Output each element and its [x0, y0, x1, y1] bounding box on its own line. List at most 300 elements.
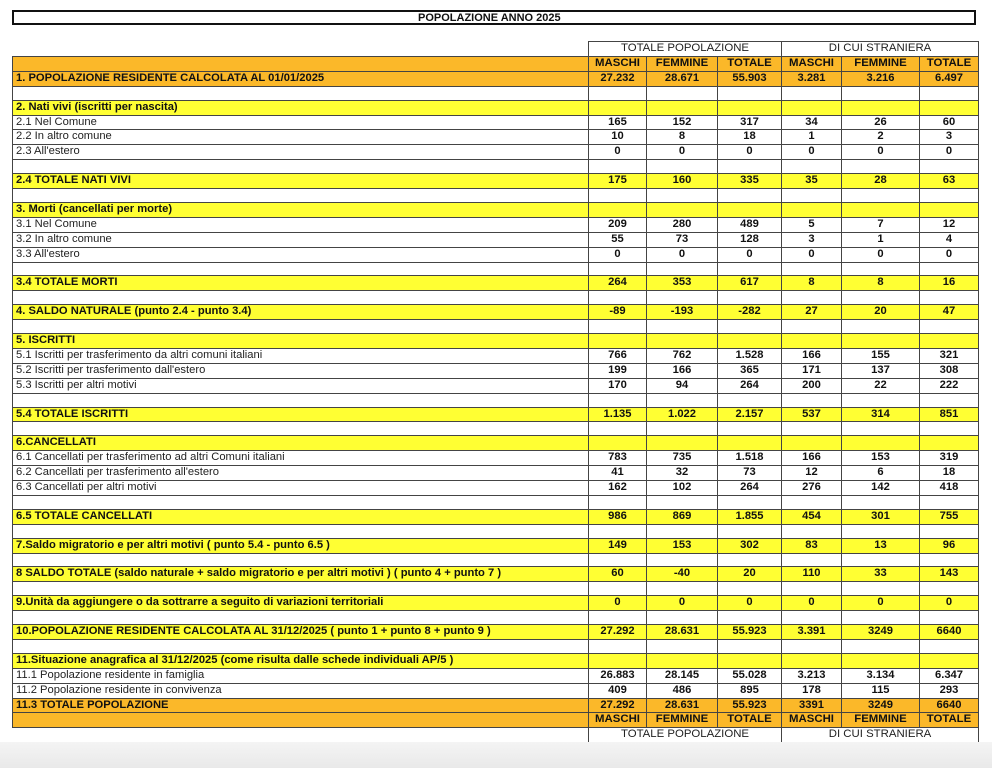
cell-maschi-stranieri: 166: [782, 348, 842, 363]
cell-totale: [718, 86, 782, 100]
cell-maschi: 783: [589, 451, 647, 466]
cell-maschi-stranieri: [782, 582, 842, 596]
cell-maschi-stranieri: 8: [782, 276, 842, 291]
cell-totale-stranieri: 851: [920, 407, 979, 422]
cell-maschi: 55: [589, 232, 647, 247]
cell-maschi-stranieri: [782, 189, 842, 203]
cell-totale-stranieri: 12: [920, 217, 979, 232]
cell-femmine-straniere: 22: [842, 378, 920, 393]
cell-maschi: [589, 160, 647, 174]
cell-totale-stranieri: 293: [920, 683, 979, 698]
cell-totale-stranieri: 6.347: [920, 668, 979, 683]
cell-femmine-straniere: 0: [842, 145, 920, 160]
cell-maschi: -89: [589, 305, 647, 320]
row-label: [13, 553, 589, 567]
col-header-totale: TOTALE: [718, 56, 782, 71]
cell-femmine-straniere: 0: [842, 596, 920, 611]
cell-totale-stranieri: [920, 582, 979, 596]
col-header-totale-stranieri: TOTALE: [920, 56, 979, 71]
table-row: [13, 276, 979, 291]
row-label: 6.5 TOTALE CANCELLATI: [13, 509, 589, 524]
cell-femmine-straniere: 3.216: [842, 71, 920, 86]
row-label: 3.4 TOTALE MORTI: [13, 276, 589, 291]
cell-totale: [718, 291, 782, 305]
population-table: [12, 41, 979, 743]
cell-maschi-stranieri: 166: [782, 451, 842, 466]
row-label: 8 SALDO TOTALE (saldo naturale + saldo migratorio e per altri motivi ) ( punto 4 + punto 7 ): [13, 567, 589, 582]
cell-maschi-stranieri: [782, 160, 842, 174]
cell-maschi-stranieri: 27: [782, 305, 842, 320]
cell-totale-stranieri: [920, 393, 979, 407]
cell-maschi: [589, 202, 647, 217]
cell-maschi: [589, 189, 647, 203]
cell-femmine-straniere: [842, 495, 920, 509]
row-label: 2. Nati vivi (iscritti per nascita): [13, 100, 589, 115]
cell-totale: 264: [718, 481, 782, 496]
cell-femmine-straniere: 142: [842, 481, 920, 496]
cell-maschi-stranieri: [782, 436, 842, 451]
cell-maschi-stranieri: 110: [782, 567, 842, 582]
cell-femmine-straniere: 301: [842, 509, 920, 524]
cell-totale: 1.528: [718, 348, 782, 363]
cell-maschi: [589, 291, 647, 305]
cell-totale-stranieri: [920, 639, 979, 653]
cell-femmine: [647, 611, 718, 625]
cell-totale: [718, 189, 782, 203]
cell-totale-stranieri: 60: [920, 115, 979, 130]
cell-maschi-stranieri: 537: [782, 407, 842, 422]
table-row: [13, 698, 979, 713]
cell-femmine-straniere: [842, 582, 920, 596]
spacer-row: [13, 611, 979, 625]
row-label: [13, 320, 589, 334]
table-row: [13, 451, 979, 466]
cell-totale: [718, 262, 782, 276]
cell-femmine-straniere: 33: [842, 567, 920, 582]
cell-maschi: 1.135: [589, 407, 647, 422]
cell-femmine-straniere: [842, 393, 920, 407]
cell-totale: [718, 524, 782, 538]
cell-maschi-stranieri: [782, 653, 842, 668]
cell-femmine-straniere: 3249: [842, 698, 920, 713]
cell-femmine: [647, 160, 718, 174]
cell-totale: 617: [718, 276, 782, 291]
row-label: 5.4 TOTALE ISCRITTI: [13, 407, 589, 422]
row-label: [13, 611, 589, 625]
footer-columns-row: [13, 713, 979, 728]
row-label: 3.1 Nel Comune: [13, 217, 589, 232]
footer-col-maschi-stranieri: MASCHI: [782, 713, 842, 728]
cell-totale-stranieri: [920, 553, 979, 567]
col-header-femmine: FEMMINE: [647, 56, 718, 71]
row-label: [13, 524, 589, 538]
table-row: [13, 509, 979, 524]
cell-maschi: 209: [589, 217, 647, 232]
table-row: [13, 407, 979, 422]
cell-maschi: [589, 422, 647, 436]
cell-totale: [718, 653, 782, 668]
cell-totale: 489: [718, 217, 782, 232]
row-label: [13, 262, 589, 276]
cell-totale: 0: [718, 596, 782, 611]
cell-totale: [718, 611, 782, 625]
table-row: [13, 683, 979, 698]
cell-totale: 317: [718, 115, 782, 130]
cell-totale-stranieri: [920, 524, 979, 538]
cell-femmine: 762: [647, 348, 718, 363]
footer-col-maschi: MASCHI: [589, 713, 647, 728]
cell-maschi-stranieri: 276: [782, 481, 842, 496]
table-row: [13, 668, 979, 683]
cell-femmine: 94: [647, 378, 718, 393]
cell-totale: [718, 639, 782, 653]
spacer-row: [13, 291, 979, 305]
cell-femmine: [647, 393, 718, 407]
cell-maschi: [589, 100, 647, 115]
row-label: 3.2 In altro comune: [13, 232, 589, 247]
table-row: [13, 348, 979, 363]
cell-femmine: [647, 334, 718, 349]
row-label: 6.CANCELLATI: [13, 436, 589, 451]
row-label: 5.1 Iscritti per trasferimento da altri comuni italiani: [13, 348, 589, 363]
cell-totale-stranieri: 6640: [920, 625, 979, 640]
cell-totale: [718, 495, 782, 509]
cell-femmine-straniere: [842, 202, 920, 217]
cell-totale: [718, 422, 782, 436]
cell-totale: [718, 160, 782, 174]
cell-femmine-straniere: 2: [842, 130, 920, 145]
cell-totale-stranieri: [920, 160, 979, 174]
table-body: [13, 71, 979, 713]
cell-maschi-stranieri: 200: [782, 378, 842, 393]
cell-totale: [718, 436, 782, 451]
cell-totale-stranieri: [920, 262, 979, 276]
cell-maschi: 41: [589, 466, 647, 481]
spacer-row: [13, 160, 979, 174]
cell-maschi-stranieri: 171: [782, 363, 842, 378]
cell-femmine-straniere: 153: [842, 451, 920, 466]
cell-totale-stranieri: [920, 320, 979, 334]
cell-femmine: [647, 189, 718, 203]
row-label: 6.2 Cancellati per trasferimento all'estero: [13, 466, 589, 481]
cell-femmine: 153: [647, 538, 718, 553]
cell-maschi: 986: [589, 509, 647, 524]
cell-totale: [718, 320, 782, 334]
cell-femmine: 28.631: [647, 698, 718, 713]
col-header-maschi: MASCHI: [589, 56, 647, 71]
cell-maschi-stranieri: 5: [782, 217, 842, 232]
cell-femmine: 32: [647, 466, 718, 481]
cell-totale: 335: [718, 174, 782, 189]
cell-maschi: [589, 334, 647, 349]
footer-col-femmine: FEMMINE: [647, 713, 718, 728]
row-label: 5.3 Iscritti per altri motivi: [13, 378, 589, 393]
cell-totale-stranieri: 755: [920, 509, 979, 524]
cell-totale: [718, 582, 782, 596]
table-row: [13, 232, 979, 247]
cell-totale-stranieri: 63: [920, 174, 979, 189]
row-label: [13, 160, 589, 174]
row-label: 9.Unità da aggiungere o da sottrarre a seguito di variazioni territoriali: [13, 596, 589, 611]
cell-totale: 1.855: [718, 509, 782, 524]
cell-totale: 55.028: [718, 668, 782, 683]
table-row: [13, 71, 979, 86]
cell-maschi: [589, 436, 647, 451]
cell-maschi: [589, 262, 647, 276]
cell-totale: 55.923: [718, 698, 782, 713]
cell-totale-stranieri: 0: [920, 247, 979, 262]
cell-femmine: 8: [647, 130, 718, 145]
cell-maschi: 26.883: [589, 668, 647, 683]
group-di-cui-straniera: DI CUI STRANIERA: [782, 42, 979, 57]
cell-femmine-straniere: 0: [842, 247, 920, 262]
cell-maschi-stranieri: 178: [782, 683, 842, 698]
cell-maschi: 175: [589, 174, 647, 189]
cell-femmine-straniere: 8: [842, 276, 920, 291]
spacer-row: [13, 393, 979, 407]
row-label: 7.Saldo migratorio e per altri motivi ( punto 5.4 - punto 6.5 ): [13, 538, 589, 553]
cell-femmine: [647, 436, 718, 451]
cell-totale: 302: [718, 538, 782, 553]
cell-femmine-straniere: 1: [842, 232, 920, 247]
cell-maschi-stranieri: 3.213: [782, 668, 842, 683]
cell-totale-stranieri: [920, 202, 979, 217]
table-row: [13, 466, 979, 481]
cell-totale-stranieri: 222: [920, 378, 979, 393]
page-bottom-shadow: [0, 742, 992, 768]
table-row: [13, 567, 979, 582]
cell-totale-stranieri: 0: [920, 145, 979, 160]
cell-totale: 264: [718, 378, 782, 393]
cell-femmine: [647, 553, 718, 567]
table-row: [13, 334, 979, 349]
cell-femmine-straniere: [842, 334, 920, 349]
header-spacer: [13, 42, 589, 57]
cell-femmine: 102: [647, 481, 718, 496]
footer-groups-row: [13, 728, 979, 743]
cell-maschi: [589, 639, 647, 653]
table-row: [13, 653, 979, 668]
cell-maschi-stranieri: [782, 320, 842, 334]
cell-femmine-straniere: 13: [842, 538, 920, 553]
row-label: [13, 495, 589, 509]
cell-femmine: [647, 639, 718, 653]
table-row: [13, 217, 979, 232]
cell-totale: 55.903: [718, 71, 782, 86]
cell-totale-stranieri: 319: [920, 451, 979, 466]
cell-maschi: [589, 393, 647, 407]
cell-totale-stranieri: 6640: [920, 698, 979, 713]
cell-femmine-straniere: [842, 611, 920, 625]
cell-femmine-straniere: [842, 100, 920, 115]
cell-maschi: [589, 320, 647, 334]
cell-maschi-stranieri: [782, 262, 842, 276]
cell-maschi: 149: [589, 538, 647, 553]
cell-femmine: [647, 653, 718, 668]
cell-femmine: 28.671: [647, 71, 718, 86]
page-title: POPOLAZIONE ANNO 2025: [418, 12, 561, 24]
cell-maschi: 60: [589, 567, 647, 582]
cell-maschi-stranieri: 3.391: [782, 625, 842, 640]
cell-totale-stranieri: [920, 334, 979, 349]
cell-totale: 0: [718, 247, 782, 262]
row-label: 5.2 Iscritti per trasferimento dall'estero: [13, 363, 589, 378]
cell-totale-stranieri: 321: [920, 348, 979, 363]
cell-maschi: 165: [589, 115, 647, 130]
spacer-row: [13, 86, 979, 100]
cell-femmine-straniere: [842, 86, 920, 100]
cell-totale: [718, 334, 782, 349]
spacer-row: [13, 639, 979, 653]
footer-col-totale: TOTALE: [718, 713, 782, 728]
cell-femmine: [647, 291, 718, 305]
cell-maschi-stranieri: [782, 553, 842, 567]
cell-totale-stranieri: 47: [920, 305, 979, 320]
cell-maschi: 0: [589, 247, 647, 262]
row-label: [13, 291, 589, 305]
cell-totale: -282: [718, 305, 782, 320]
cell-maschi-stranieri: 454: [782, 509, 842, 524]
cell-femmine-straniere: 314: [842, 407, 920, 422]
cell-maschi-stranieri: 35: [782, 174, 842, 189]
row-label: 6.3 Cancellati per altri motivi: [13, 481, 589, 496]
cell-totale-stranieri: [920, 422, 979, 436]
row-label: [13, 422, 589, 436]
row-label: 2.2 In altro comune: [13, 130, 589, 145]
cell-maschi-stranieri: 0: [782, 596, 842, 611]
cell-maschi-stranieri: 12: [782, 466, 842, 481]
cell-maschi-stranieri: 0: [782, 247, 842, 262]
cell-totale: 55.923: [718, 625, 782, 640]
cell-totale-stranieri: 18: [920, 466, 979, 481]
cell-maschi: 27.232: [589, 71, 647, 86]
cell-totale: 895: [718, 683, 782, 698]
cell-maschi: 264: [589, 276, 647, 291]
table-row: [13, 596, 979, 611]
cell-maschi-stranieri: [782, 639, 842, 653]
row-label: 10.POPOLAZIONE RESIDENTE CALCOLATA AL 31/12/2025 ( punto 1 + punto 8 + punto 9 ): [13, 625, 589, 640]
cell-totale-stranieri: [920, 495, 979, 509]
cell-totale-stranieri: 0: [920, 596, 979, 611]
cell-femmine-straniere: 115: [842, 683, 920, 698]
cell-maschi-stranieri: [782, 291, 842, 305]
row-label: 4. SALDO NATURALE (punto 2.4 - punto 3.4): [13, 305, 589, 320]
row-label: 11.3 TOTALE POPOLAZIONE: [13, 698, 589, 713]
cell-femmine: 0: [647, 596, 718, 611]
cell-femmine: [647, 495, 718, 509]
cell-femmine: 280: [647, 217, 718, 232]
table-row: [13, 436, 979, 451]
footer-label-cell: [13, 713, 589, 728]
cell-femmine-straniere: [842, 189, 920, 203]
cell-maschi-stranieri: 3: [782, 232, 842, 247]
cell-totale: 0: [718, 145, 782, 160]
table-row: [13, 145, 979, 160]
spacer-row: [13, 320, 979, 334]
row-label: 3. Morti (cancellati per morte): [13, 202, 589, 217]
cell-femmine: 1.022: [647, 407, 718, 422]
table-row: [13, 363, 979, 378]
table-row: [13, 100, 979, 115]
cell-femmine: 0: [647, 247, 718, 262]
cell-maschi: 162: [589, 481, 647, 496]
cell-totale: [718, 100, 782, 115]
spacer-row: [13, 524, 979, 538]
cell-maschi-stranieri: 83: [782, 538, 842, 553]
cell-maschi-stranieri: [782, 86, 842, 100]
cell-maschi: 766: [589, 348, 647, 363]
cell-maschi-stranieri: 1: [782, 130, 842, 145]
cell-totale-stranieri: 143: [920, 567, 979, 582]
row-label: 2.4 TOTALE NATI VIVI: [13, 174, 589, 189]
cell-maschi: [589, 86, 647, 100]
cell-femmine-straniere: [842, 291, 920, 305]
cell-femmine-straniere: 26: [842, 115, 920, 130]
row-label: [13, 582, 589, 596]
cell-maschi: 27.292: [589, 625, 647, 640]
cell-totale-stranieri: [920, 653, 979, 668]
cell-maschi-stranieri: [782, 202, 842, 217]
cell-femmine-straniere: 137: [842, 363, 920, 378]
row-label: [13, 393, 589, 407]
cell-femmine: [647, 524, 718, 538]
table-row: [13, 378, 979, 393]
cell-maschi: 199: [589, 363, 647, 378]
cell-maschi-stranieri: [782, 495, 842, 509]
table-row: [13, 538, 979, 553]
cell-totale-stranieri: [920, 291, 979, 305]
cell-maschi: [589, 524, 647, 538]
cell-totale-stranieri: 308: [920, 363, 979, 378]
cell-femmine: 152: [647, 115, 718, 130]
row-label: [13, 86, 589, 100]
group-totale-popolazione: TOTALE POPOLAZIONE: [589, 42, 782, 57]
cell-totale-stranieri: [920, 86, 979, 100]
cell-totale: 365: [718, 363, 782, 378]
cell-femmine: 353: [647, 276, 718, 291]
cell-femmine: 0: [647, 145, 718, 160]
cell-totale-stranieri: [920, 436, 979, 451]
col-header-maschi-stranieri: MASCHI: [782, 56, 842, 71]
cell-femmine: [647, 262, 718, 276]
cell-femmine: 73: [647, 232, 718, 247]
cell-femmine: -193: [647, 305, 718, 320]
cell-femmine: [647, 86, 718, 100]
spacer-row: [13, 262, 979, 276]
row-label: [13, 639, 589, 653]
cell-femmine: [647, 202, 718, 217]
header-groups-row: [13, 42, 979, 57]
cell-femmine: -40: [647, 567, 718, 582]
cell-totale: 18: [718, 130, 782, 145]
cell-totale-stranieri: 96: [920, 538, 979, 553]
footer-spacer: [13, 728, 589, 743]
cell-femmine-straniere: [842, 524, 920, 538]
row-label: 6.1 Cancellati per trasferimento ad altri Comuni italiani: [13, 451, 589, 466]
cell-totale-stranieri: 3: [920, 130, 979, 145]
cell-femmine-straniere: [842, 320, 920, 334]
spacer-row: [13, 582, 979, 596]
cell-maschi: [589, 582, 647, 596]
row-label: 1. POPOLAZIONE RESIDENTE CALCOLATA AL 01/01/2025: [13, 71, 589, 86]
cell-femmine-straniere: [842, 653, 920, 668]
cell-femmine-straniere: 3249: [842, 625, 920, 640]
row-label: 2.1 Nel Comune: [13, 115, 589, 130]
cell-maschi-stranieri: [782, 334, 842, 349]
row-label: 2.3 All'estero: [13, 145, 589, 160]
cell-femmine: [647, 320, 718, 334]
row-label: 11.1 Popolazione residente in famiglia: [13, 668, 589, 683]
